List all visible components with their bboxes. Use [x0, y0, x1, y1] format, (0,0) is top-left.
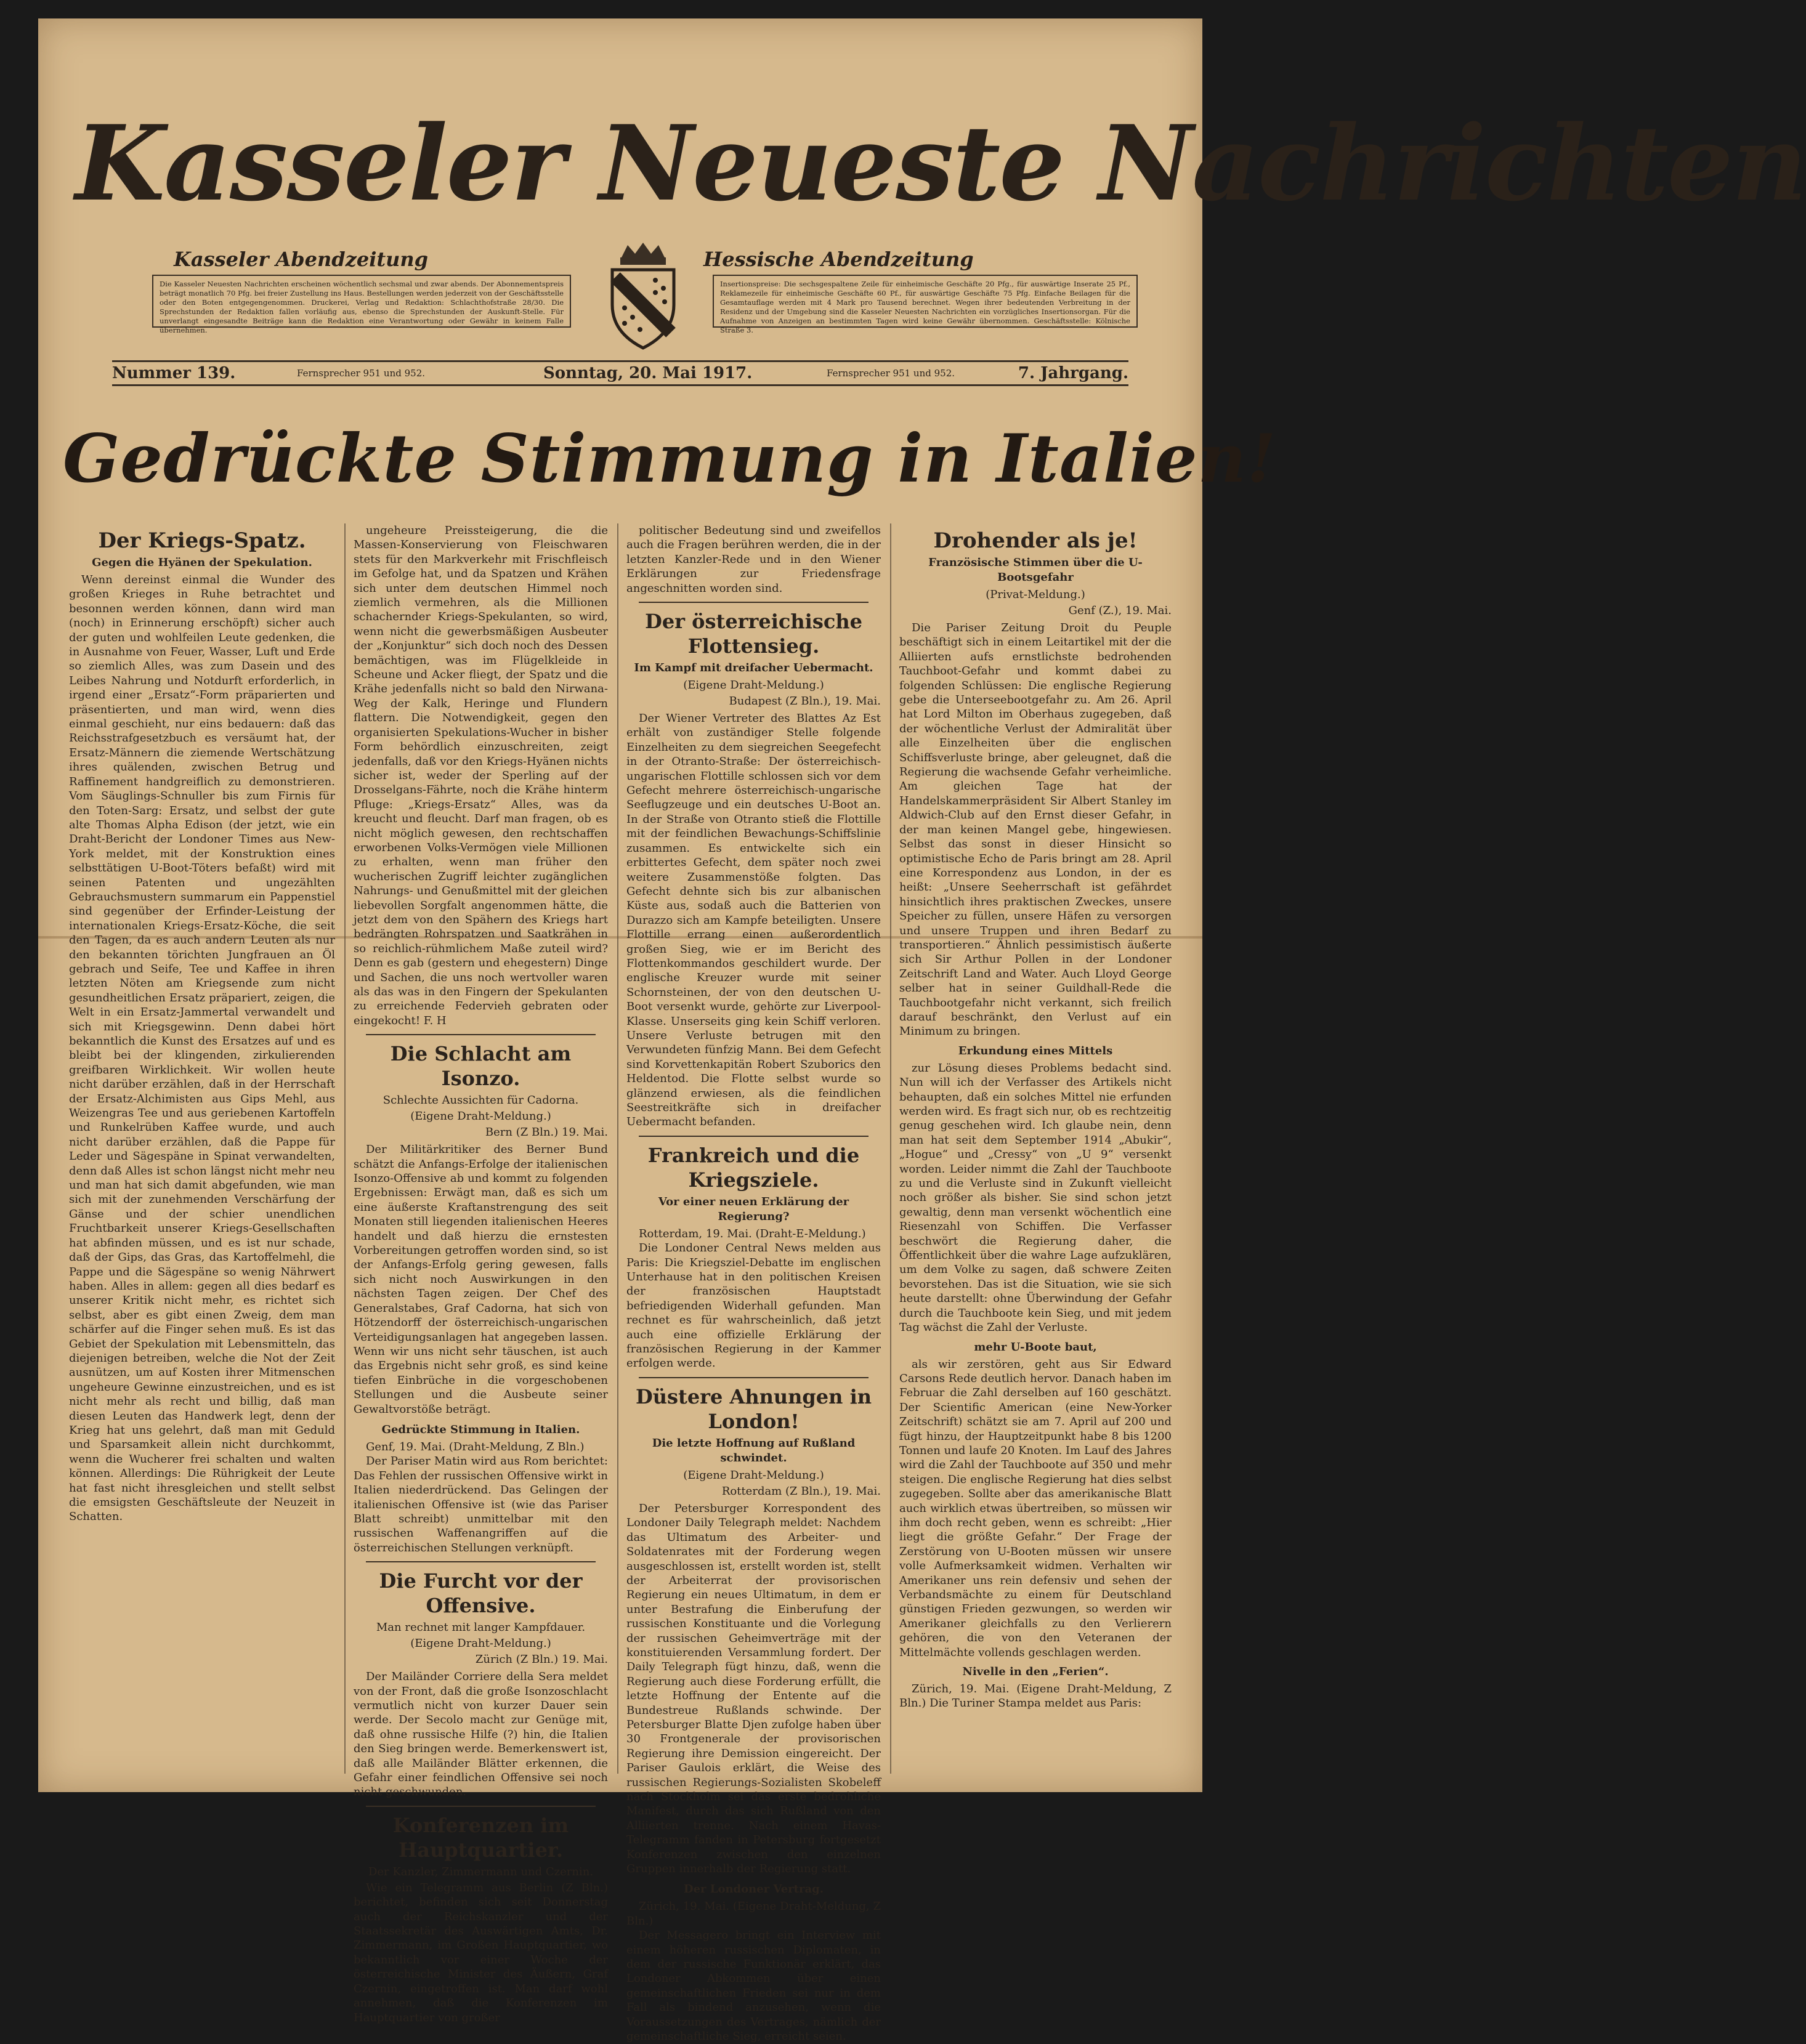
article-source: (Eigene Draht-Meldung.) [683, 679, 824, 692]
article-heading: Die Furcht vor der Offensive. [379, 1569, 583, 1618]
article-subheading: Gedrückte Stimmung in Italien. [381, 1423, 580, 1436]
article-body: Wenn dereinst einmal die Wunder des großen Krieges in Ruhe betrachtet und besonnen werden können, dann wird man (noch) in Erinnerung erschöpft) sicher auch der guten und wohlfeilen Leute gedenken, die in Ausnahme von Feuer, Wasser, Luft und Erde so ziemlich Alles, was zum Dasein und des Leibes Nahrung und Notdurft erforderlich, in irgend einer „Ersatz“-Form präparierten und präsentierten, und man wird, wenn dies einmal geschieht, nur eins bedauern: daß das Reichsstrafgesetzbuch es versäumt hat, der Ersatz-Männern die ziemende Wertschätzung ihres quälenden, zwischen Betrug und Raffinement handgreiflich zu demonstrieren. Vom Säuglings-Schnuller bis zum Firnis für den Toten-Sarg: Ersatz, und selbst der gute alte Thomas Alpha Edison (der jetzt, wie ein Draht-Bericht der Londoner Times aus New-York meldet, mit der Konstruktion eines selbsttätigen U-Boot-Töters befaßt) wird mit seinen Patenten und ungezählten Gebrauchsmustern summarum ein Pappenstiel sind gegenüber der Erfinder-Leistung der internationalen Kriegs-Ersatz-Köche, die seit den Tagen, da es auch andern Leuten als nur den bekannten törichten Jungfrauen an Öl gebrach und Seife, Tee und Kaffee in ihren letzten Nöten am Kriegsende zum nicht gesundheitlichen Ersatz präpariert, zeigen, die Welt in ein Ersatz-Jammertal verwandelt und sich mit Kriegsgewinn. Denn dabei hört bekanntlich die Kunst des Ersatzes auf und es bleibt bei der klingenden, zirkulierenden greifbaren Wirklichkeit. Wir wollen heute nicht darüber erzählen, daß in der Herrschaft der Ersatz-Alchimisten aus Gips Mehl, aus Weizengras Tee und aus geriebenen Kartoffeln und Runkelrüben Kaffee wurde, und auch nicht darüber erzählen, daß die Pappe für Leder und Sägespäne in Spinat verwandelten, denn daß Alles ist schon längst nicht mehr neu und man hat sich damit abgefunden, wie man sich mit der zunehmenden Verschärfung der Gänse und der schier unendlichen Fruchtbarkeit unserer Kriegs-Gesellschaften hat abfinden müssen, und es ist nur schade, daß der Gips, das Gras, das Kartoffelmehl, die Pappe und die Sägespäne so wenig Nährwert haben. Alles in allem: gegen all dies bedarf es unserer Kritik nicht mehr, es richtet sich selbst, aber es gibt einen Zweig, dem man schärfer auf die Finger sehen muß. Es ist das Gebiet der Spekulation mit Lebensmitteln, das diejenigen betreiben, welche die Not der Zeit ausnützen, um auf Kosten ihrer Mitmenschen ungeheure Gewinne einzustreichen, und es ist nicht mehr als recht und billig, daß man diesen Leuten das Handwerk legt, denn der Krieg hat uns gelehrt, daß man mit Geduld und Sparsamkeit allein nicht durchkommt, wenn die Wucherer frei schalten und walten können. Allerdings: Die Rührigkeit der Leute hat fast nicht ihresgleichen und stellt selbst die emsigsten Geschäftsleute der Neuzeit in Schatten. [69, 573, 335, 1524]
article-body: Der Pariser Matin wird aus Rom berichtet: Das Fehlen der russischen Offensive wirkt in Italien niederdrückend. Das Gelingen der italienischen Offensive ist (wie das Pariser Blatt schreibt) unmittelbar mit den russischen Waffenangriffen auf die österreichischen Stellungen verknüpft. [354, 1455, 608, 1554]
article-heading: Frankreich und die Kriegsziele. [647, 1143, 860, 1192]
main-headline: Gedrückte Stimmung in Italien! [63, 420, 1277, 498]
article-body: Der Militärkritiker des Berner Bund schätzt die Anfangs-Erfolge der italienischen Isonzo-Offensive ab und kommt zu folgenden Ergebnissen: Erwägt man, daß es sich um eine äußerste Kraftanstrengung des seit Monaten still liegenden italienischen Heeres handelt und daß hierzu die ernstesten Vorbereitungen getroffen worden sind, so ist der Anfangs-Erfolg gering gewesen, falls sich nicht noch Auswirkungen in den nächsten Tagen zeigen. Der Chef des Generalstabes, Graf Cadorna, hat sich von Hötzendorff der österreichisch-ungarischen Verteidigungsanlagen hat angegeben lassen. Wenn wir uns nicht sehr täuschen, ist auch das Ergebnis nicht sehr groß, es sind keine tiefen Einbrüche in die vorgeschobenen Stellungen und die Ausbeute seiner Gewaltvorstöße beträgt. [354, 1143, 608, 1416]
article-dateline: Zürich (Z Bln.) 19. Mai. [475, 1653, 608, 1666]
newspaper-page [38, 18, 1806, 2043]
article-dateline: Genf (Z.), 19. Mai. [1068, 604, 1172, 617]
column-2 [354, 523, 608, 2024]
advertising-notice: Insertionspreise: Die sechsgespaltene Zeile für einheimische Geschäfte 20 Pfg., für auswärtige Inserate 25 Pf., Reklamezeile für einheimische Geschäfte 60 Pf., für auswärtige Geschäfte 75 Pfg. Einfache Beilagen für die Gesamtauflage werden mit 4 Mark pro Tausend berechnet. Wegen ihrer bedeutenden Verbreitung in der Residenz und der Umgebung sind die Kasseler Neuesten Nachrichten ein vorzügliches Insertionsorgan. Für die Aufnahme von Anzeigen an bestimmten Tagen wird keine Gewähr übernommen. Geschäftsstelle: Kölnische Straße 3. [713, 275, 1138, 328]
article-body: als wir zerstören, geht aus Sir Edward Carsons Rede deutlich hervor. Danach haben im Februar die Zahl derselben auf 160 geschätzt. Der Scientific American (eine New-Yorker Zeitschrift) schätzt sie am 7. April auf 200 und fügt hinzu, der Hauptzeitpunkt habe 8 bis 1200 Tonnen und laufe 20 Knoten. Im Lauf des Jahres wird die Zahl der Tauchboote auf 350 und mehr steigen. Die englische Regierung hat dies selbst zugegeben. Sollte aber das amerikanische Blatt auch wirklich etwas übertreiben, so müssen wir ihm doch recht geben, wenn es schreibt: „Hier liegt die größte Gefahr.“ Der Frage der Zerstörung von U-Booten müssen wir unsere volle Aufmerksamkeit widmen. Verhalten wir Amerikaner uns rein defensiv und sehen der Verbandsmächte zu einem für Deutschland günstigen Frieden gezwungen, so werden wir Amerikaner gleichfalls zu den Verlierern gehören, die von den Veteranen der Mittelmächte vollends geschlagen werden. [899, 1357, 1172, 1659]
article-heading: Der österreichische Flottensieg. [645, 610, 862, 658]
article-dateline: Bern (Z Bln.) 19. Mai. [485, 1126, 608, 1139]
article-subheading: Man rechnet mit langer Kampfdauer. [376, 1621, 586, 1634]
article-body: Zürich, 19. Mai. (Eigene Draht-Meldung, Z Bln.) Die Turiner Stampa meldet aus Paris: [899, 1682, 1172, 1710]
article-divider [639, 1136, 869, 1137]
article-subheading: Schlechte Aussichten für Cadorna. [383, 1094, 579, 1107]
article-body: Der Petersburger Korrespondent des Londoner Daily Telegraph meldet: Nachdem das Ultimatum des Arbeiter- und Soldatenrates mit der Forderung wegen ausgeschlossen ist, erstellt worden ist, stellt der Arbeiterrat der provisorischen Regierung ein neues Ultimatum, in dem er unter Bestrafung die Einberufung der russischen Konstituante und die Vorlegung der russischen Geheimverträge mit der konstituierenden Versammlung fordert. Der Daily Telegraph fügt hinzu, daß, wenn die Regierung auch diese Forderung erfüllt, die letzte Hoffnung der Entente auf die Bundestreue Rußlands schwinde. Der Petersburger Blatte Djen zufolge haben über 30 Frontgenerale der provisorischen Regierung ihre Demission eingereicht. Der Pariser Gaulois erklärt, die Weise des russischen Regierungs-Sozialisten Skobeleff nach Stockholm sei das erste bedrohliche Manifest, durch das sich Rußland von den Alliierten trenne. Nach einem Havas-Telegramm fanden in Petersburg fortgesetzt Konferenzen zwischen den einzelnen Gruppen innerhalb der Regierung statt. [626, 1501, 881, 1876]
article-heading: Düstere Ahnungen in London! [636, 1384, 872, 1433]
article-heading: Der Kriegs-Spatz. [98, 528, 306, 553]
article-divider [366, 1806, 596, 1807]
article-divider [366, 1561, 596, 1562]
column-separator [890, 523, 891, 1774]
column-1 [69, 523, 335, 1774]
article-subheading: Nivelle in den „Ferien“. [962, 1665, 1109, 1679]
article-subheading: Erkundung eines Mittels [958, 1044, 1113, 1057]
article-subheading: Gegen die Hyänen der Spekulation. [92, 556, 312, 569]
article-body: Die Pariser Zeitung Droit du Peuple beschäftigt sich in einem Leitartikel mit der die Alliierten aufs ernstlichste bedrohenden Tauchboot-Gefahr und kommt dabei zu folgenden Schlüssen: Die englische Regierung gebe die Unterseebootgefahr zu. Am 26. April hat Lord Milton im Oberhaus zugegeben, daß der wöchentliche Verlust der Admiralität über alle Einzelheiten über die englischen Schiffsverluste bringe, aber geleugnet, daß die Regierung die wachsende Gefahr verheimliche. Am gleichen Tage hat der Handelskammerpräsident Sir Albert Stanley im Aldwich-Club auf den Ernst dieser Gefahr, in der man keinen Mangel gebe, hingewiesen. Selbst das sonst in dieser Hinsicht so optimistische Echo de Paris bringt am 28. April eine Korrespondenz aus London, in der es heißt: „Unsere Seeherrschaft ist gefährdet hinsichtlich ihres praktischen Zweckes, unsere Speicher zu füllen, unsere Häfen zu versorgen und unsere Truppen und ihren Bedarf zu transportieren.“ Ähnlich pessimistisch äußerte sich Sir Arthur Pollen in der Londoner Zeitschrift Land and Water. Auch Lloyd George selber hat in seiner Guildhall-Rede die Tauchbootgefahr nicht verkannt, sich freilich darauf beschränkt, den Verlust auf ein Minimum zu bringen. [899, 621, 1172, 1038]
article-body: Die Londoner Central News melden aus Paris: Die Kriegsziel-Debatte im englischen Unterhause hat in den politischen Kreisen der französischen Hauptstadt befriedigenden Widerhall gefunden. Man rechnet es für wahrscheinlich, daß jetzt auch eine offizielle Erklärung der französischen Regierung in der Kammer erfolgen werde. [626, 1242, 881, 1370]
article-heading: Drohender als je! [933, 528, 1138, 553]
article-subheading: Der Kanzler, Zimmermann und Czernin. [368, 1865, 594, 1878]
article-body: Der Wiener Vertreter des Blattes Az Est erhält von zuständiger Stelle folgende Einzelheiten zu dem siegreichen Seegefecht in der Otranto-Straße: Der österreichisch-ungarischen Flottille schlossen sich vor dem Gefecht mehrere österreichisch-ungarische Seeflugzeuge und ein deutsches U-Boot an. In der Straße von Otranto stieß die Flottille mit der feindlichen Bewachungs-Schiffslinie zusammen. Es entwickelte sich ein erbittertes Gefecht, dem später noch zwei weitere Zusammenstöße folgten. Das Gefecht dehnte sich bis zur albanischen Küste aus, sodaß auch die Batterien von Durazzo sich am Kampfe beteiligten. Unsere Flottille errang einen außerordentlich großen Sieg, wie er im Bericht des Flottenkommandos geschildert wurde. Der englische Kreuzer wurde mit seiner Schornsteinen, der von den deutschen U-Boot versenkt wurde, gehörte zur Liverpool-Klasse. Unserseits ging kein Schiff verloren. Unsere Verluste betrugen mit den Verwundeten fünfzig Mann. Bei dem Gefecht sind Korvettenkapitän Robert Szuborics den Heldentod. Die Flotte selbst wurde so glänzend erwiesen, als die feindlichen Seestreitkräfte sich in dreifacher Uebermacht befanden. [626, 712, 881, 1129]
newspaper-masthead: Kasseler Neueste Nachrichten [75, 102, 1806, 224]
article-dateline: Rotterdam (Z Bln.), 19. Mai. [721, 1484, 881, 1498]
article-source: (Eigene Draht-Meldung.) [683, 1468, 824, 1482]
article-body: zur Lösung dieses Problems bedacht sind. Nun will ich der Verfasser des Artikels nicht behaupten, daß ein solches Mittel nie erfunden werden wird. Es fragt sich nur, ob es rechtzeitig genug geschehen wird. Ich glaube nein, denn man hat seit dem September 1914 „Abukir“, „Hogue“ und „Cressy“ von „U 9“ versenkt worden. Leider nimmt die Zahl der Tauchboote zu und die Verluste sind in Zukunft vielleicht noch größer als bisher. Sie sind schon jetzt gewaltig, denn man versenkt wöchentlich eine Riesenzahl von Schiffen. Die Verfasser beschwört die Regierung daher, die Öffentlichkeit über die wahre Lage aufzuklären, um dem Volke zu sagen, daß schwere Zeiten bevorstehen. Das ist die Situation, wie sie sich heute darstellt: ohne Überwindung der Gefahr durch die Tauchboote kein Sieg, und mit jedem Tag wächst die Zahl der Verluste. [899, 1061, 1172, 1335]
article-divider [639, 602, 869, 603]
issue-date: Sonntag, 20. Mai 1917. [543, 364, 753, 382]
article-body: ungeheure Preissteigerung, die die Massen-Konservierung von Fleischwaren stets für den Markverkehr mit Frischfleisch im Gefolge hat, und da Spatzen und Krähen sich unter dem deutschen Himmel noch ziemlich vermehren, als die Millionen schachernder Kriegs-Spekulanten, so wird, wenn nicht die gewerbsmäßigen Ausbeuter der „Konjunktur“ sich doch noch des Dessen bemächtigen, was im Flügelkleide in Scheune und Acker fliegt, der Spatz und die Krähe jedenfalls nicht so bald den Nirwana-Weg der Kalk, Heringe und Flundern flattern. Die Notwendigkeit, gegen den organisierten Spekulations-Wucher in bisher Form behördlich einzuschreiten, zeigt jedenfalls, daß vor den Kriegs-Hyänen nichts sicher ist, weder der Sperling auf der Drosselgans-Fährte, noch die Krähe hinterm Pfluge: „Kriegs-Ersatz“ Alles, was da kreucht und fleucht. Darf man fragen, ob es nicht möglich gewesen, den rechtschaffen erworbenen Volks-Vermögen viele Millionen zu erhalten, wenn man früher den wucherischen Zugriff leichter zugänglichen Nahrungs- und Genußmittel mit der gleichen liebevollen Sorgfalt angenommen hätte, die jetzt dem von den Spähern des Kriegs hart bedrängten Rohrspatzen und Saatkrähen in so reichlich-rühmlichem Maße zuteil wird? Denn es gab (gestern und ehegestern) Dinge und Sachen, die uns noch wertvoller waren als das was in den Fingern der Spekulanten zu erreichende Federvieh gebraten oder eingekocht! F. H [354, 524, 608, 1027]
article-dateline: Rotterdam, 19. Mai. (Draht-E-Meldung.) [639, 1227, 866, 1240]
article-body: politischer Bedeutung sind und zweifellos auch die Fragen berühren werden, die in der letzten Kanzler-Rede und in den Wiener Erklärungen zur Friedensfrage angeschnitten worden sind. [626, 524, 881, 595]
subtitle-right: Hessische Abendzeitung [703, 248, 974, 271]
article-subheading: Französische Stimmen über die U-Bootsgefahr [928, 556, 1143, 584]
issue-number: Nummer 139. [112, 364, 236, 382]
phone-left: Fernsprecher 951 und 952. [297, 368, 426, 379]
volume-year: 7. Jahrgang. [1018, 364, 1128, 382]
article-subheading: Im Kampf mit dreifacher Uebermacht. [634, 661, 873, 675]
article-source: (Privat-Meldung.) [986, 588, 1085, 601]
article-divider [639, 1377, 869, 1378]
phone-right: Fernsprecher 951 und 952. [827, 368, 955, 379]
column-separator [344, 523, 346, 1774]
article-heading: Die Schlacht am Isonzo. [390, 1042, 572, 1091]
article-body: Wie ein Telegramm aus Berlin (Z Bln.) berichtet, befinden sich seit Donnerstag auch der Reichskanzler und der Staatssekretär des Auswärtigen Amts, Dr. Zimmermann, im Großen Hauptquartier, wo bekanntlich vor einer Woche der österreichische Minister des Äußern, Graf Czernin, eingetroffen ist. Man darf wohl annehmen, daß die Konferenzen im Hauptquartier von großer [354, 1881, 608, 2024]
article-divider [366, 1034, 596, 1035]
subscription-notice: Die Kasseler Neuesten Nachrichten erscheinen wöchentlich sechsmal und zwar abends. Der Abonnementspreis beträgt monatlich 70 Pfg. bei freier Zustellung ins Haus. Bestellungen werden jederzeit von der Geschäftsstelle oder den Boten entgegengenommen. Druckerei, Verlag und Redaktion: Schlachthofstraße 28/30. Die Sprechstunden der Redaktion fallen vorläufig aus, ebenso die Sprechstunden der Auskunft-Stelle. Für unverlangt eingesandte Beiträge kann die Redaktion eine Verantwortung oder Gewähr in keinem Falle übernehmen. [152, 275, 571, 328]
column-3 [626, 523, 881, 2043]
article-body: Der Messagero bringt ein Interview mit einem höheren russischen Diplomaten, in dem der russische Funktionär erklärt, das Londoner Abkommen über einen gemeinschaftlichen Frieden sei nur in dem Fall als bindend anzusehen, wenn die Voraussetzungen des Vertrages, nämlich der gemeinschaftliche Sieg, erreicht seien. [626, 1929, 881, 2043]
column-separator [617, 523, 618, 1774]
article-heading: Konferenzen im Hauptquartier. [392, 1813, 569, 1862]
article-subheading: Vor einer neuen Erklärung der Regierung? [658, 1195, 849, 1223]
subtitle-left: Kasseler Abendzeitung [174, 248, 429, 271]
article-subheading: Der Londoner Vertrag. [683, 1883, 824, 1896]
column-4 [899, 523, 1172, 1774]
article-subheading: mehr U-Boote baut, [974, 1340, 1097, 1354]
article-dateline: Zürich, 19. Mai. (Eigene Draht-Meldung, Z Bln.) [626, 1900, 881, 1928]
article-dateline: Genf, 19. Mai. (Draht-Meldung, Z Bln.) [366, 1440, 585, 1453]
article-body: Der Mailänder Corriere della Sera meldet von der Front, daß die große Isonzoschlacht vermutlich nicht von kurzer Dauer sein werde. Der Secolo macht zur Genüge mit, daß ohne russische Hilfe (?) hin, die Italien den Sieg bringen werde. Bemerkenswert ist, daß alle Mailänder Blätter erkennen, die Gefahr einer feindlichen Offensive sei noch nicht geschwunden. [354, 1670, 608, 1799]
article-source: (Eigene Draht-Meldung.) [410, 1637, 551, 1650]
article-source: (Eigene Draht-Meldung.) [410, 1110, 551, 1123]
coat-of-arms-icon [603, 240, 683, 351]
article-dateline: Budapest (Z Bln.), 19. Mai. [729, 695, 881, 708]
article-subheading: Die letzte Hoffnung auf Rußland schwindet. [652, 1436, 856, 1464]
issue-info-bar [112, 360, 1128, 386]
